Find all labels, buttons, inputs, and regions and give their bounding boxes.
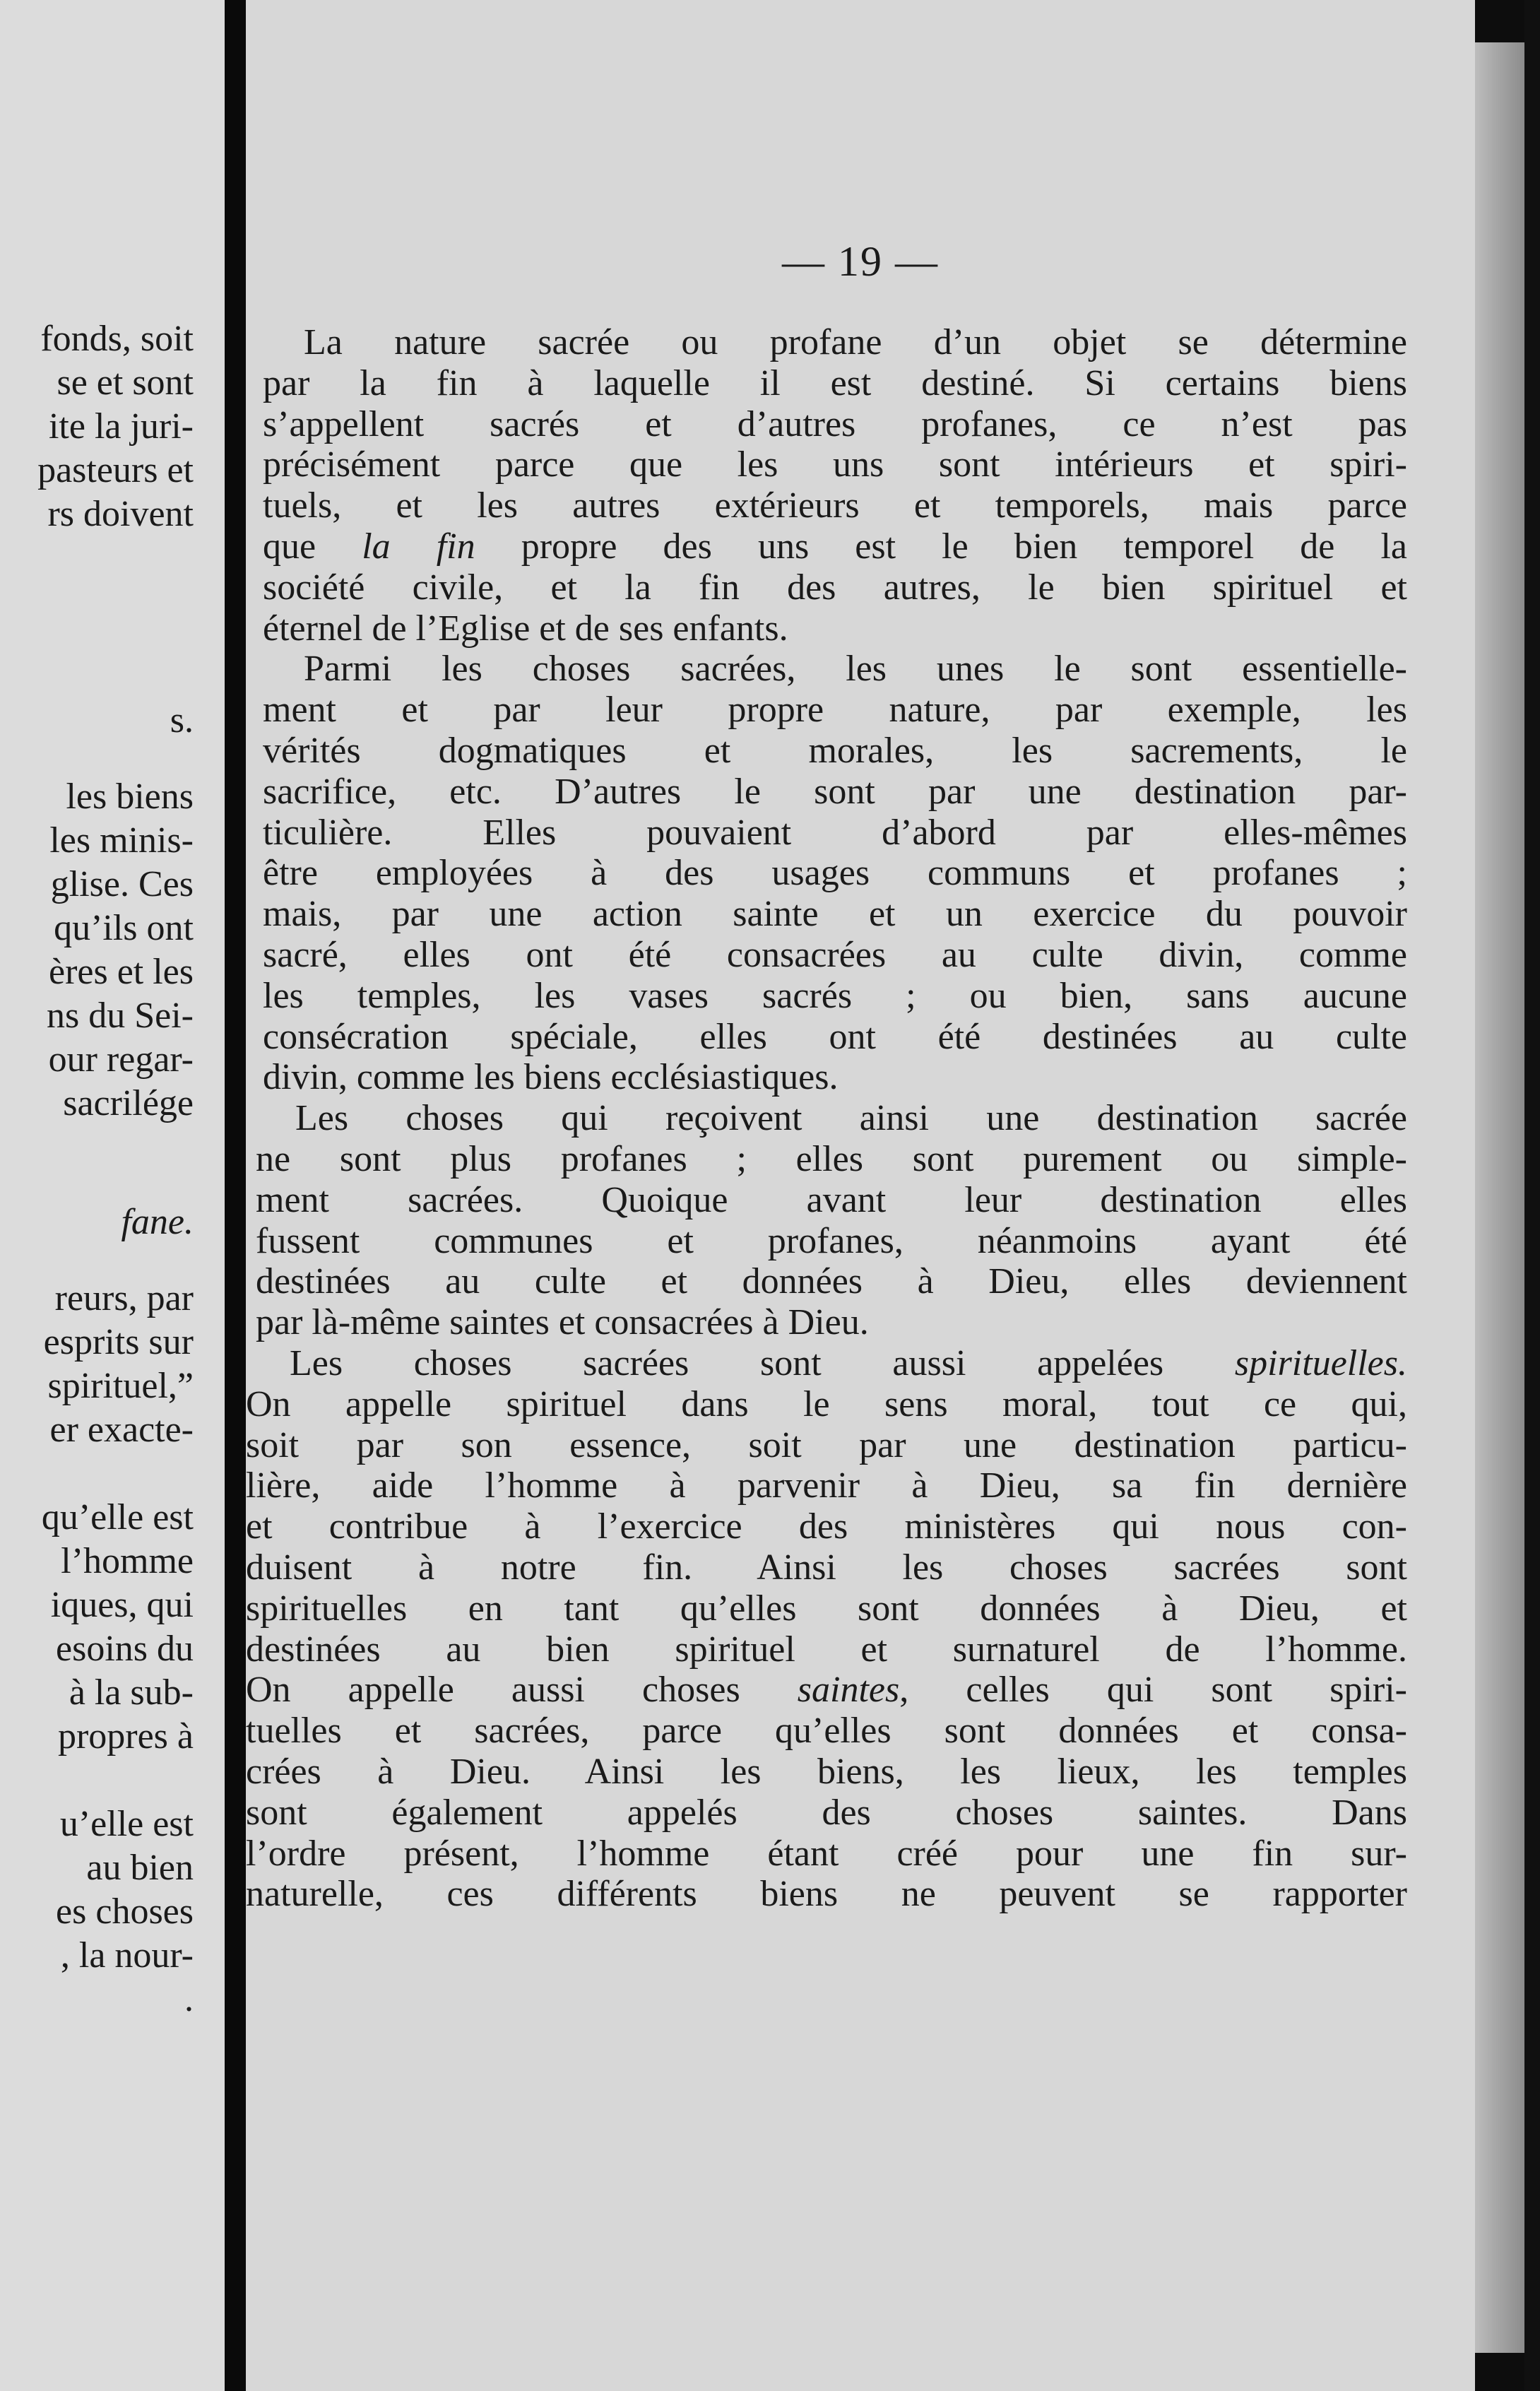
- text-line: [263, 362, 1407, 405]
- text-segment: lière, aide l’homme à parvenir à Dieu, sa fin dernière: [246, 1465, 1407, 1506]
- text-line: [263, 485, 1407, 527]
- text-segment: et contribue à l’exercice des ministères qui nous con-: [246, 1506, 1407, 1547]
- text-segment: ticulière. Elles pouvaient d’abord par elles-mêmes: [263, 812, 1407, 853]
- text-line: [263, 852, 1407, 895]
- facing-page-line: rs doivent: [47, 494, 194, 534]
- text-segment: destinées au culte et données à Dieu, elles deviennent: [256, 1261, 1407, 1302]
- text-segment: ment sacrées. Quoique avant leur destination elles: [256, 1179, 1407, 1220]
- text-segment: les temples, les vases sacrés ; ou bien, sans aucune: [263, 975, 1407, 1016]
- facing-page-fragment: [0, 0, 225, 2391]
- facing-page-line: sacrilége: [63, 1083, 194, 1123]
- text-line: [256, 1301, 1407, 1344]
- text-line: [290, 1342, 1407, 1385]
- page-number: — 19 —: [782, 238, 939, 285]
- facing-page-line: .: [184, 1979, 194, 2019]
- facing-page-line: qu’ils ont: [54, 908, 194, 948]
- text-segment: que: [263, 526, 362, 567]
- facing-page-line: à la sub-: [69, 1672, 194, 1713]
- text-line: [256, 1179, 1407, 1222]
- text-line: [246, 1547, 1407, 1589]
- text-line: [304, 648, 1407, 690]
- text-line: [295, 1097, 1407, 1140]
- facing-page-line: ns du Sei-: [47, 996, 194, 1036]
- text-segment: société civile, et la fin des autres, le bien spirituel et: [263, 567, 1407, 608]
- text-line: [246, 1833, 1407, 1875]
- text-segment: On appelle spirituel dans le sens moral, tout ce qui,: [246, 1383, 1407, 1424]
- italic-term: spirituelles.: [1234, 1343, 1407, 1383]
- text-line: [246, 1710, 1407, 1752]
- text-line: [246, 1629, 1407, 1671]
- text-segment: s’appellent sacrés et d’autres profanes, ce n’est pas: [263, 403, 1407, 444]
- text-segment: duisent à notre fin. Ainsi les choses sacrées sont: [246, 1547, 1407, 1588]
- text-line: [256, 1220, 1407, 1263]
- text-line: [263, 526, 1407, 568]
- text-segment: divin, comme les biens ecclésiastiques.: [263, 1057, 839, 1098]
- text-line: [263, 567, 1407, 609]
- text-segment: ment et par leur propre nature, par exemple, les: [263, 690, 1407, 731]
- text-segment: être employées à des usages communs et profanes ;: [263, 853, 1407, 894]
- text-line: [263, 893, 1407, 935]
- text-segment: fussent communes et profanes, néanmoins ayant été: [256, 1220, 1407, 1261]
- facing-page-line: pasteurs et: [37, 450, 194, 490]
- facing-page-line: les minis-: [49, 820, 194, 861]
- facing-page-line: iques, qui: [50, 1585, 194, 1625]
- facing-page-line: fonds, soit: [40, 319, 194, 359]
- scan-border: [1524, 0, 1540, 2391]
- text-line: [263, 730, 1407, 772]
- text-segment: vérités dogmatiques et morales, les sacrements, le: [263, 731, 1407, 771]
- facing-page-line: ite la juri-: [48, 406, 194, 447]
- book-page: [246, 0, 1475, 2391]
- text-segment: sacré, elles ont été consacrées au culte divin, comme: [263, 935, 1407, 975]
- facing-page-line: qu’elle est: [41, 1497, 194, 1537]
- facing-page-line: u’elle est: [59, 1804, 194, 1844]
- text-line: [246, 1792, 1407, 1834]
- text-line: [263, 1056, 1407, 1099]
- text-segment: soit par son essence, soit par une destination particu-: [246, 1424, 1407, 1465]
- text-segment: destinées au bien spirituel et surnaturel de l’homme.: [246, 1629, 1407, 1670]
- text-line: [246, 1424, 1407, 1467]
- text-line: [263, 689, 1407, 731]
- text-segment: ne sont plus profanes ; elles sont purement ou simple-: [256, 1139, 1407, 1179]
- italic-term: la fin: [362, 526, 475, 567]
- text-segment: La nature sacrée ou profane d’un objet se détermine: [304, 322, 1407, 362]
- text-line: [263, 444, 1407, 486]
- facing-page-line: reurs, par: [54, 1278, 194, 1318]
- text-line: [246, 1506, 1407, 1548]
- text-line: [263, 975, 1407, 1017]
- text-line: [263, 403, 1407, 446]
- text-segment: consécration spéciale, elles ont été destinées au culte: [263, 1016, 1407, 1057]
- facing-page-line: ères et les: [48, 952, 194, 992]
- facing-page-line: , la nour-: [60, 1935, 194, 1976]
- text-segment: éternel de l’Eglise et de ses enfants.: [263, 608, 788, 649]
- text-line: [263, 608, 1407, 650]
- text-segment: crées à Dieu. Ainsi les biens, les lieux, les temples: [246, 1752, 1407, 1792]
- page-stack-edge: [1475, 42, 1524, 2353]
- facing-page-line: er exacte-: [49, 1410, 194, 1450]
- text-segment: sacrifice, etc. D’autres le sont par une destination par-: [263, 771, 1407, 812]
- facing-page-line: our regar-: [48, 1039, 194, 1080]
- facing-page-line: spirituel,”: [47, 1366, 194, 1406]
- text-segment: sont également appelés des choses saintes. Dans: [246, 1792, 1407, 1833]
- facing-page-line: les biens: [66, 777, 194, 817]
- text-segment: spirituelles en tant qu’elles sont données à Dieu, et: [246, 1588, 1407, 1629]
- text-segment: tuelles et sacrées, parce qu’elles sont données et consa-: [246, 1711, 1407, 1752]
- book-gutter: [225, 0, 246, 2391]
- facing-page-line: esprits sur: [43, 1322, 194, 1362]
- text-segment: propre des uns est le bien temporel de la: [475, 526, 1407, 567]
- facing-page-line: glise. Ces: [50, 864, 194, 904]
- text-line: [263, 934, 1407, 976]
- facing-page-line: au bien: [86, 1848, 194, 1888]
- text-segment: , celles qui sont spiri-: [899, 1670, 1407, 1711]
- text-line: [246, 1465, 1407, 1507]
- italic-term: saintes: [797, 1670, 900, 1711]
- facing-page-line: propres à: [57, 1716, 194, 1757]
- facing-page-line: s.: [170, 700, 194, 740]
- text-line: [256, 1261, 1407, 1303]
- text-line: [256, 1138, 1407, 1181]
- text-line: [246, 1669, 1407, 1711]
- text-segment: par là-même saintes et consacrées à Dieu.: [256, 1302, 869, 1343]
- text-segment: naturelle, ces différents biens ne peuvent se rapporter: [246, 1874, 1407, 1915]
- text-line: [263, 1016, 1407, 1058]
- text-segment: l’ordre présent, l’homme étant créé pour une fin sur-: [246, 1833, 1407, 1874]
- facing-page-line: se et sont: [57, 362, 194, 403]
- text-segment: mais, par une action sainte et un exercice du pouvoir: [263, 894, 1407, 935]
- text-segment: précisément parce que les uns sont intérieurs et spiri-: [263, 444, 1407, 485]
- text-line: [304, 321, 1407, 364]
- facing-page-line: es choses: [56, 1891, 194, 1932]
- text-segment: Parmi les choses sacrées, les unes le sont essentielle-: [304, 649, 1407, 690]
- text-line: [263, 771, 1407, 813]
- facing-page-line: l’homme: [61, 1541, 194, 1581]
- text-line: [263, 812, 1407, 854]
- text-line: [246, 1873, 1407, 1915]
- text-line: [246, 1383, 1407, 1426]
- facing-page-line: fane.: [121, 1202, 194, 1242]
- text-segment: On appelle aussi choses: [246, 1670, 798, 1711]
- text-segment: tuels, et les autres extérieurs et temporels, mais parce: [263, 485, 1407, 526]
- text-line: [246, 1588, 1407, 1630]
- text-line: [246, 1751, 1407, 1793]
- text-segment: Les choses qui reçoivent ainsi une destination sacrée: [295, 1098, 1407, 1139]
- text-segment: par la fin à laquelle il est destiné. Si certains biens: [263, 362, 1407, 403]
- text-segment: Les choses sacrées sont aussi appelées: [290, 1343, 1235, 1383]
- facing-page-line: esoins du: [56, 1629, 194, 1669]
